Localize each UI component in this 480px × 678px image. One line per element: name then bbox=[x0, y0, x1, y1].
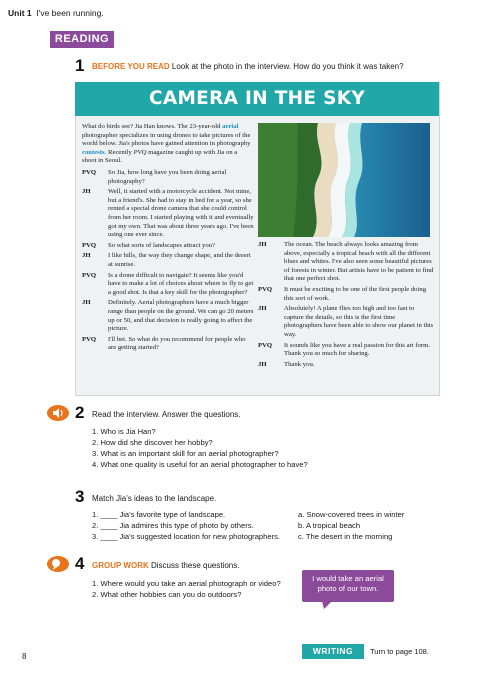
dialog-line: PVQ So what sorts of landscapes attract you? bbox=[82, 241, 215, 249]
right-dialog bbox=[258, 241, 434, 371]
question-item: 4. What one quality is useful for an aerial photographer to have? bbox=[92, 460, 308, 469]
writing-tag: WRITING bbox=[302, 644, 364, 659]
dialog-line: JH Thank you. bbox=[258, 360, 315, 368]
reading-tag: READING bbox=[50, 31, 114, 48]
dialog-line: JH I like hills, the way they change shape, and the desert at sunrise. bbox=[82, 252, 251, 268]
section-number-4: 4 bbox=[75, 554, 85, 573]
turn-to-page: Turn to page 108. bbox=[370, 647, 429, 656]
speech-bubble-tail bbox=[322, 601, 332, 609]
question-item: 1. Who is Jia Han? bbox=[92, 427, 156, 436]
left-dialog bbox=[82, 169, 254, 355]
speech-bubble: I would take an aerial photo of our town. bbox=[302, 570, 394, 602]
question-item: 3. What is an important skill for an aerial photographer? bbox=[92, 449, 279, 458]
question-item: 2. How did she discover her hobby? bbox=[92, 438, 213, 447]
dialog-line: PVQ It must be exciting to be one of the first people doing this sort of work. bbox=[258, 285, 427, 302]
match-option: c. The desert in the morning bbox=[298, 532, 393, 541]
aerial-beach-photo bbox=[258, 123, 430, 237]
audio-icon[interactable] bbox=[46, 404, 70, 422]
dialog-line: PVQ I'll bet. So what do you recommend for people who are getting started? bbox=[82, 335, 246, 352]
match-left-list bbox=[92, 509, 280, 542]
match-item: 2. ____ Jia admires this type of photo by others. bbox=[92, 521, 254, 530]
article-intro: What do birds see? Jia Han knows. The 23-year-old aerial photographer specializes in using drones to take pictures of the world below. Jia's photos have gained attention in photography contests. Recently PVQ magazine caught up with Jia on a shoot in Seoul. bbox=[82, 123, 251, 165]
dialog-line: PVQ So Jia, how long have you been doing aerial photography? bbox=[82, 169, 227, 185]
section-number-1: 1 bbox=[75, 56, 85, 75]
discussion-icon bbox=[46, 555, 70, 573]
match-item: 1. ____ Jia's favorite type of landscape. bbox=[92, 510, 226, 519]
dialog-line: PVQ Is a drone difficult to navigate? It seems like you'd have to make a lot of choices about where to fly to get a good shot. Is that a key skill for the photographer? bbox=[82, 271, 254, 296]
section-number-2: 2 bbox=[75, 403, 85, 422]
section-2-questions bbox=[92, 426, 308, 470]
question-item: 1. Where would you take an aerial photograph or video? bbox=[92, 579, 281, 588]
section-number-3: 3 bbox=[75, 487, 85, 506]
dialog-line: JH Absolutely! A plane flies too high and too fast to capture the details, so this is the first time photographers have been able to show our planet in this way. bbox=[258, 305, 434, 338]
match-item: 3. ____ Jia's suggested location for new photographers. bbox=[92, 532, 281, 541]
match-option: a. Snow-covered trees in winter bbox=[298, 510, 405, 519]
section-3-instruction: Match Jia's ideas to the landscape. bbox=[92, 494, 217, 503]
dialog-line: JH The ocean. The beach always looks amazing from above, especially a tropical beach with all the different blues and whites. I've also seen some beautiful pictures of forests in winter. But artists have to be patient to find that one perfect shot. bbox=[258, 241, 434, 283]
article-title: CAMERA IN THE SKY bbox=[75, 82, 439, 116]
unit-header: Unit 1 I've been running. bbox=[8, 8, 104, 18]
question-item: 2. What other hobbies can you do outdoors? bbox=[92, 590, 242, 599]
section-4-instruction: GROUP WORK Discuss these questions. bbox=[92, 561, 240, 570]
page-number: 8 bbox=[22, 652, 27, 661]
dialog-line: PVQ It sounds like you have a real passion for this art form. Thank you so much for sharing. bbox=[258, 341, 430, 358]
section-1-instruction: BEFORE YOU READ Look at the photo in the interview. How do you think it was taken? bbox=[92, 62, 404, 71]
dialog-line: JH Definitely. Aerial photographers have a much bigger range than people on the ground. We can go 20 meters up or 50, and that decision is really going to affect the picture. bbox=[82, 299, 254, 333]
section-4-questions bbox=[92, 578, 281, 600]
dialog-line: JH Well, it started with a motorcycle accident. Not mine, but a friend's. She had to stay in bed for a year, so she rented a special drone camera that she could control from her room. I started playing with it and eventually got my own. That was about three years ago. I've been using one ever since. bbox=[82, 188, 254, 239]
section-2-instruction: Read the interview. Answer the questions. bbox=[92, 410, 241, 419]
match-option: b. A tropical beach bbox=[298, 521, 361, 530]
match-right-list bbox=[298, 509, 404, 542]
